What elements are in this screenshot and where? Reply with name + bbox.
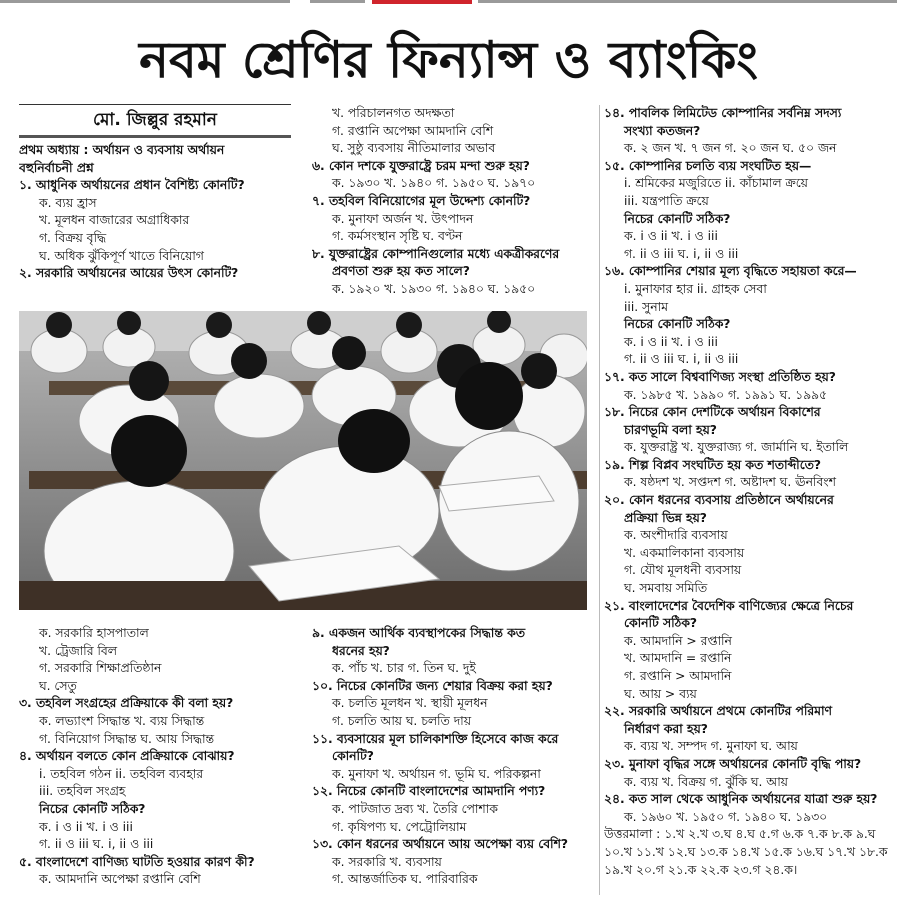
option-text: iii. সুনাম	[624, 299, 668, 314]
question-text: ১৪. পাবলিক লিমিটেড কোম্পানির সর্বনিম্ন সদস্য	[604, 106, 842, 120]
question-text: ১৩. কোন ধরনের অর্থায়নে আয় অপেক্ষা ব্যয় বেশি?	[312, 837, 568, 852]
question-list	[19, 142, 291, 283]
question-text: ১৭. কত সালে বিশ্ববাণিজ্য সংস্থা প্রতিষ্ঠিত হয়?	[604, 369, 836, 384]
question-text: বহুনির্বাচনী প্রশ্ন	[19, 160, 94, 175]
option-text: ক. ১৯৮৫ খ. ১৯৯০ গ. ১৯৯১ ঘ. ১৯৯৫	[624, 387, 828, 402]
question-list	[312, 625, 597, 889]
column-1-top	[19, 104, 291, 283]
answer-key: ১০.খ ১১.খ ১২.ঘ ১৩.ক ১৪.খ ১৫.ক ১৬.ঘ ১৭.খ ১৮.ক	[604, 844, 888, 859]
option-text: খ. পরিচালনগত অদক্ষতা	[332, 106, 455, 120]
question-text: ২৩. মুনাফা বৃদ্ধির সঙ্গে অর্থায়নের কোনটি বৃদ্ধি পায়?	[604, 756, 862, 771]
option-text: ক. ১৯২০ খ. ১৯৩০ গ. ১৯৪০ ঘ. ১৯৫০	[332, 281, 536, 296]
column-3	[604, 105, 894, 879]
question-text: ২১. বাংলাদেশের বৈদেশিক বাণিজ্যের ক্ষেত্রে নিচের	[604, 598, 854, 613]
option-text: ক. ব্যয় খ. বিক্রয় গ. ঝুঁকি ঘ. আয়	[624, 774, 788, 789]
option-text: খ. মূলধন বাজারের অগ্রাধিকার	[39, 213, 190, 228]
question-text: নিচের কোনটি সঠিক?	[624, 211, 731, 226]
column-1-bottom	[19, 625, 291, 889]
question-text: নির্ধারণ করা হয়?	[624, 721, 708, 736]
question-text: ২২. সরকারি অর্থায়নে প্রথমে কোনটির পরিমাণ	[604, 704, 832, 719]
question-text: ৬. কোন দশকে যুক্তরাষ্ট্রে চরম মন্দা শুরু হয়?	[312, 158, 530, 173]
question-text: ধরনের হয়?	[332, 643, 390, 658]
option-text: ক. লভ্যাংশ সিদ্ধান্ত খ. ব্যয় সিদ্ধান্ত	[39, 713, 205, 728]
option-text: ক. ব্যয় হ্রাস	[39, 195, 97, 210]
question-text: ১৮. নিচের কোন দেশটিকে অর্থায়ন বিকাশের	[604, 405, 821, 420]
option-text: ক. মুনাফা খ. অর্থায়ন গ. ভূমি ঘ. পরিকল্পনা	[332, 766, 541, 781]
column-2-bottom	[312, 625, 597, 889]
option-text: ক. i ও ii খ. i ও iii	[39, 819, 133, 834]
option-text: গ. কৃষিপণ্য ঘ. পেট্রোলিয়াম	[332, 819, 467, 834]
option-text: ক. সরকারি খ. ব্যবসায়	[332, 854, 442, 869]
option-text: গ. সরকারি শিক্ষাপ্রতিষ্ঠান	[39, 661, 162, 676]
option-text: ক. i ও ii খ. i ও iii	[624, 334, 718, 349]
question-text: ২০. কোন ধরনের ব্যবসায় প্রতিষ্ঠানে অর্থায়নের	[604, 493, 834, 508]
option-text: ক. ব্যয় খ. সম্পদ গ. মুনাফা ঘ. আয়	[624, 739, 798, 754]
option-text: খ. আমদানি = রপ্তানি	[624, 651, 732, 666]
option-text: গ. রপ্তানি > আমদানি	[624, 669, 732, 683]
question-text: নিচের কোনটি সঠিক?	[624, 317, 731, 332]
question-text: ১১. ব্যবসায়ের মূল চালিকাশক্তি হিসেবে কাজ করে	[312, 731, 559, 746]
question-text: ৯. একজন আর্থিক ব্যবস্থাপকের সিদ্ধান্ত কত	[312, 626, 525, 640]
question-text: প্রথম অধ্যায় : অর্থায়ন ও ব্যবসায় অর্থায়ন	[19, 143, 225, 157]
option-text: ক. পাঁচ খ. চার গ. তিন ঘ. দুই	[332, 661, 476, 676]
question-text: সংখ্যা কতজন?	[624, 123, 701, 138]
option-text: গ. চলতি আয় ঘ. চলতি দায়	[332, 713, 471, 728]
option-text: ক. আমদানি অপেক্ষা রপ্তানি বেশি	[39, 872, 201, 887]
question-text: চারণভূমি বলা হয়?	[624, 422, 717, 437]
option-text: গ. আন্তর্জাতিক ঘ. পারিবারিক	[332, 872, 478, 887]
option-text: ক. সরকারি হাসপাতাল	[39, 626, 149, 640]
option-text: ঘ. সেতু	[39, 678, 77, 693]
option-text: iii. তহবিল সংগ্রহ	[39, 784, 126, 799]
option-text: গ. কর্মসংস্থান সৃষ্টি ঘ. বণ্টন	[332, 229, 463, 244]
answer-key: উত্তরমালা : ১.খ ২.খ ৩.ঘ ৪.ঘ ৫.গ ৬.ক ৭.ক ৮.ক ৯.ঘ	[604, 827, 876, 842]
option-text: ঘ. সুষ্ঠু ব্যবসায় নীতিমালার অভাব	[332, 141, 496, 156]
option-text: ঘ. অধিক ঝুঁকিপূর্ণ খাতে বিনিয়োগ	[39, 248, 204, 263]
option-text: i. মুনাফার হার ii. গ্রাহক সেবা	[624, 281, 767, 296]
question-text: কোনটি সঠিক?	[624, 616, 697, 631]
question-text: প্রক্রিয়া ভিন্ন হয়?	[624, 510, 707, 525]
option-text: ক. মুনাফা অর্জন খ. উৎপাদন	[332, 211, 474, 226]
question-text: কোনটি?	[332, 749, 374, 764]
option-text: খ. একমালিকানা ব্যবসায়	[624, 545, 745, 560]
page-headline: নবম শ্রেণির ফিন্যান্স ও ব্যাংকিং	[139, 30, 758, 89]
option-text: গ. ii ও iii ঘ. i, ii ও iii	[624, 246, 739, 261]
option-text: ক. ১৯৩০ খ. ১৯৪০ গ. ১৯৫০ ঘ. ১৯৭০	[332, 176, 536, 191]
question-list	[604, 105, 894, 879]
option-text: ক. ১৯৬০ খ. ১৯৫০ গ. ১৯৪০ ঘ. ১৯৩০	[624, 809, 828, 824]
question-text: ১. আধুনিক অর্থায়নের প্রধান বৈশিষ্ট্য কোনটি?	[19, 178, 245, 193]
question-text: ৮. যুক্তরাষ্ট্রের কোম্পানিগুলোর মধ্যে একত্রীকরণের	[312, 246, 560, 261]
option-text: ক. যুক্তরাষ্ট্র খ. যুক্তরাজ্য গ. জার্মানি ঘ. ইতালি	[624, 440, 849, 455]
option-text: গ. ii ও iii ঘ. i, ii ও iii	[39, 837, 154, 852]
option-text: ঘ. আয় > ব্যয়	[624, 686, 697, 701]
question-text: ২৪. কত সাল থেকে আধুনিক অর্থায়নের যাত্রা শুরু হয়?	[604, 792, 878, 807]
author-byline: মো. জিল্লুর রহমান	[19, 104, 291, 138]
option-text: ক. i ও ii খ. i ও iii	[624, 229, 718, 244]
question-list	[312, 105, 597, 299]
students-exam-photo	[19, 311, 587, 610]
option-text: i. শ্রমিকের মজুরিতে ii. কাঁচামাল ক্রয়ে	[624, 176, 808, 191]
question-text: প্রবণতা শুরু হয় কত সালে?	[332, 264, 470, 279]
column-divider	[599, 105, 600, 895]
option-text: ক. ২ জন খ. ৭ জন গ. ২০ জন ঘ. ৫০ জন	[624, 141, 837, 156]
question-text: ১৫. কোম্পানির চলতি ব্যয় সংঘটিত হয়—	[604, 158, 812, 173]
option-text: ঘ. সমবায় সমিতি	[624, 581, 708, 596]
option-text: গ. ii ও iii ঘ. i, ii ও iii	[624, 352, 739, 367]
option-text: ক. অংশীদারি ব্যবসায়	[624, 528, 728, 543]
question-text: ১০. নিচের কোনটির জন্য শেয়ার বিক্রয় করা হয়?	[312, 678, 553, 693]
question-text: ৭. তহবিল বিনিয়োগের মূল উদ্দেশ্য কোনটি?	[312, 193, 531, 208]
option-text: iii. যন্ত্রপাতি ক্রয়ে	[624, 193, 709, 208]
option-text: খ. ট্রেজারি বিল	[39, 643, 117, 658]
question-text: ১৬. কোম্পানির শেয়ার মূল্য বৃদ্ধিতে সহায়তা করে—	[604, 264, 857, 279]
column-2-top	[312, 105, 597, 299]
option-text: ক. পাটজাত দ্রব্য খ. তৈরি পোশাক	[332, 801, 498, 816]
option-text: গ. বিনিয়োগ সিদ্ধান্ত ঘ. আয় সিদ্ধান্ত	[39, 731, 215, 746]
option-text: ক. ষষ্ঠদশ খ. সপ্তদশ গ. অষ্টাদশ ঘ. ঊনবিংশ	[624, 475, 836, 490]
option-text: ক. আমদানি > রপ্তানি	[624, 633, 732, 648]
option-text: গ. বিক্রয় বৃদ্ধি	[39, 230, 107, 245]
question-text: ১২. নিচের কোনটি বাংলাদেশের আমদানি পণ্য?	[312, 784, 546, 799]
question-text: ১৯. শিল্প বিপ্লব সংঘটিত হয় কত শতাব্দীতে?	[604, 457, 822, 472]
question-text: নিচের কোনটি সঠিক?	[39, 801, 146, 816]
question-text: ৪. অর্থায়ন বলতে কোন প্রক্রিয়াকে বোঝায়?	[19, 749, 235, 764]
option-text: গ. রপ্তানি অপেক্ষা আমদানি বেশি	[332, 123, 494, 138]
question-text: ৫. বাংলাদেশে বাণিজ্য ঘাটতি হওয়ার কারণ কী?	[19, 854, 255, 869]
question-list	[19, 625, 291, 889]
option-text: গ. যৌথ মূলধনী ব্যবসায়	[624, 563, 742, 578]
option-text: i. তহবিল গঠন ii. তহবিল ব্যবহার	[39, 766, 204, 781]
top-rule	[0, 0, 897, 6]
question-text: ২. সরকারি অর্থায়নের আয়ের উৎস কোনটি?	[19, 266, 239, 281]
question-text: ৩. তহবিল সংগ্রহের প্রক্রিয়াকে কী বলা হয়?	[19, 696, 234, 711]
option-text: ক. চলতি মূলধন খ. স্থায়ী মূলধন	[332, 696, 488, 711]
answer-key: ১৯.খ ২০.গ ২১.ক ২২.ক ২৩.গ ২৪.ক।	[604, 862, 798, 877]
